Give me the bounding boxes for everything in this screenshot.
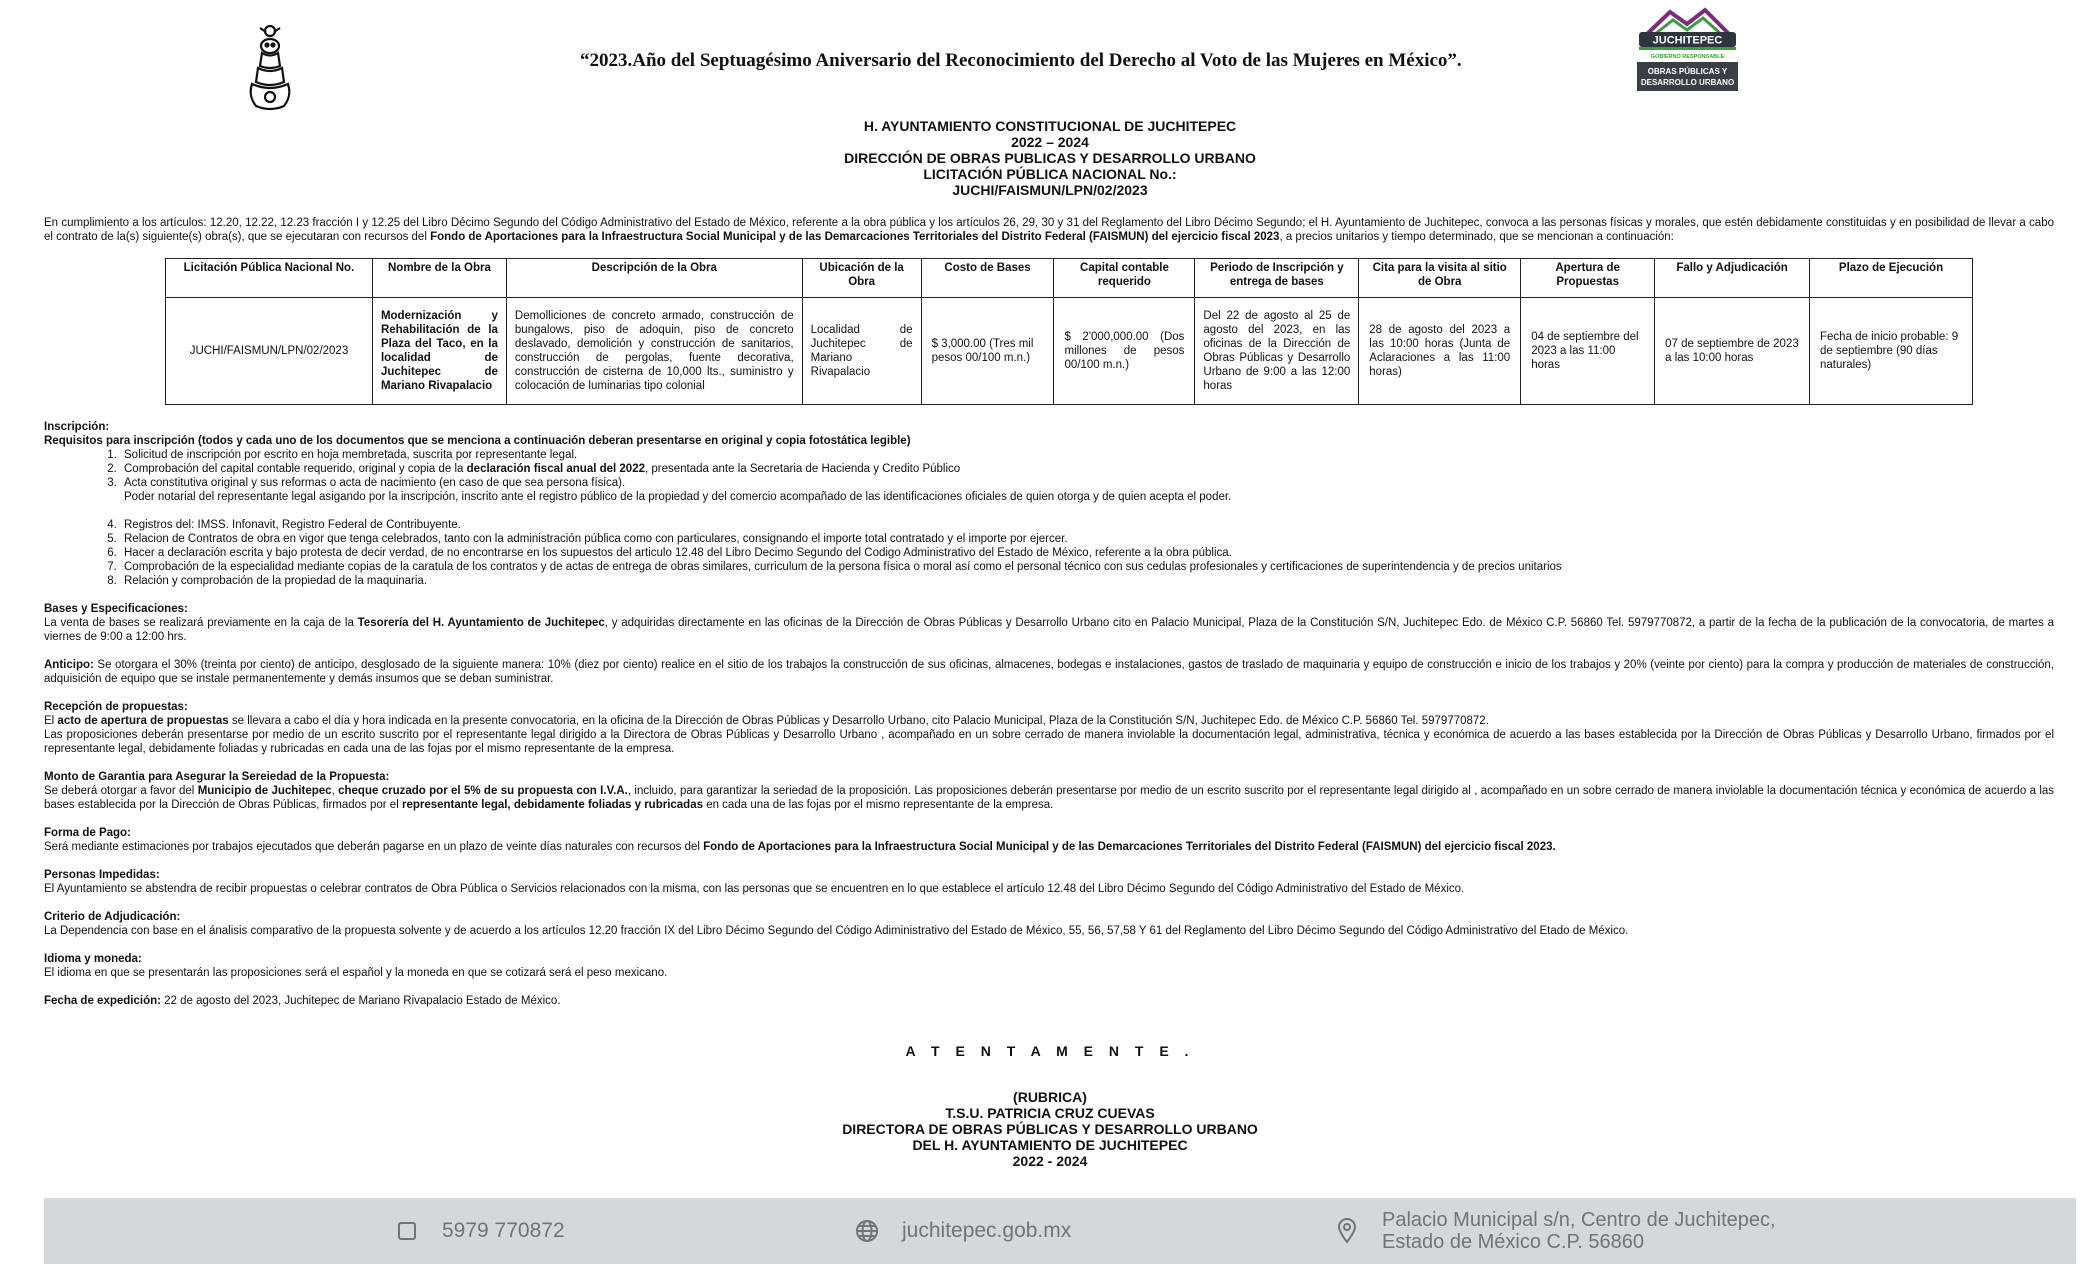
section-text <box>44 784 2054 812</box>
col-header: Nombre de la Obra <box>372 259 506 298</box>
section-text: Se otorgara el 30% (treinta por ciento) de anticipo, desglosado de la siguiente manera: 10% (diez por ciento) realice en el sitio de los trabajos la construcción de sus oficinas, almacenes, bodegas e instalaciones, gastos de traslado de maquinaria y equipo de construcción e inicio de los trabajos y 20% (veinte por ciento) para la compra y producción de materiales de construcción, adquisición de equipo que se instale permanentemente y demás insumos que se deban suministrar. <box>44 659 2054 685</box>
cell-tender-number: JUCHI/FAISMUN/LPN/02/2023 <box>166 298 373 405</box>
municipal-glyph-logo <box>240 22 300 112</box>
list-item: 1. Solicitud de inscripción por escrito en hoja membretada, suscrita por representante legal. <box>120 448 2054 462</box>
list-item: 6. Hacer a declaración escrita y bajo protesta de decir verdad, de no encontrarse en los supuestos del articulo 12.48 del Libro Decimo Segundo del Codigo Administrativo del Estado de México, referente a la obra pública. <box>120 546 2054 560</box>
signer-role-1: DIRECTORA DE OBRAS PÚBLICAS Y DESARROLLO URBANO <box>842 1121 1258 1137</box>
section-title: Criterio de Adjudicación: <box>44 911 181 923</box>
logo-dept-line2: DESARROLLO URBANO <box>1640 78 1735 87</box>
bold-text: cheque cruzado por el 5% de su propuesta con I.V.A. <box>338 785 628 797</box>
cell-location: Localidad de Juchitepec de Mariano Rivapalacio <box>802 298 921 405</box>
address-text <box>1382 1209 1776 1253</box>
text: en cada una de las fojas por el mismo representante de la empresa. <box>703 799 1054 811</box>
table-row <box>166 298 1973 405</box>
section-text <box>44 840 2054 854</box>
cell-work-description: Demolliciones de concreto armado, construcción de bungalows, piso de adoquin, piso de concreto deslavado, demolición y construcción de sanitarios, construcción de pergolas, fuente decorativa, construcción de cisterna de 10,000 lts., suministro y colocación de luminarias tipo colonial <box>506 298 802 405</box>
cell-award: 07 de septiembre de 2023 a las 10:00 horas <box>1655 298 1810 405</box>
section-bases <box>44 602 2054 644</box>
col-header: Periodo de Inscripción y entrega de bases <box>1195 259 1359 298</box>
intro-fund-name: Fondo de Aportaciones para la Infraestructura Social Municipal y de las Demarcaciones Territoriales del Distrito Federal (FAISMUN) del ejercicio fiscal 2023 <box>430 231 1280 243</box>
cell-proposal-opening: 04 de septiembre del 2023 a las 11:00 horas <box>1521 298 1655 405</box>
section-title: Recepción de propuestas: <box>44 701 188 713</box>
signer-role-2: DEL H. AYUNTAMIENTO DE JUCHITEPEC <box>912 1137 1188 1153</box>
section-text <box>44 714 2054 728</box>
section-text: El idioma en que se presentarán las proposiciones será el español y la moneda en que se cotizará será el peso mexicano. <box>44 967 668 979</box>
bold-text: acto de apertura de propuestas <box>57 715 229 727</box>
text: , y adquiridas directamente en las oficinas de la Dirección de Obras Públicas y Desarrollo Urbano cito en Palacio Municipal, Plaza de la Constitución S/N, Juchitepec Edo. de México C.P. 56860 Tel. 5979770872, a partir de la fecha de la publicación de la convocatoria, de martes a viernes de 9:00 a 12:00 hrs. <box>44 617 2054 643</box>
section-anticipo <box>44 658 2054 686</box>
list-item-text: Comprobación del capital contable requerido, original y copia de la <box>124 463 467 475</box>
col-header: Capital contable requerido <box>1054 259 1195 298</box>
table-header-row <box>166 259 1973 298</box>
cell-bases-cost: $ 3,000.00 (Tres mil pesos 00/100 m.n.) <box>921 298 1054 405</box>
intro-text-1: En cumplimiento a los artículos: 12.20, 12.22, 12.23 fracción I y 12.25 del Libro Décimo Segundo del Código Administrativo del Estado de México, referente a la obra pública y los artículos 26, 29, 30 y 31 del Reglamento del Libro Décimo Segundo; el H. Ayuntamiento de Juchitepec, convoca a las personas físicas y morales, que estén debidamente constituidas y en posibilidad de llevar a cabo el contrato de la(s) siguiente(s) obra(s), que se ejecutaran con recursos del <box>44 217 2054 243</box>
col-header: Descripción de la Obra <box>506 259 802 298</box>
section-criterio <box>44 910 2054 938</box>
signature-block <box>0 1043 2100 1169</box>
location-pin-icon <box>1334 1218 1360 1244</box>
text: El <box>44 715 58 727</box>
section-title: Bases y Especificaciones: <box>44 603 188 615</box>
section-inscripcion <box>44 420 2054 588</box>
section-recepcion <box>44 700 2054 756</box>
header-line-2: 2022 – 2024 <box>1011 134 1089 150</box>
rubrica: (RUBRICA) <box>1013 1089 1087 1105</box>
address-line-1: Palacio Municipal s/n, Centro de Juchitepec, <box>1382 1209 1776 1231</box>
section-text <box>44 616 2054 644</box>
text: , incluido, para garantizar la seriedad de la proposición. Las proposiciones deberán presentarse por medio de un escrito suscrito por el representante legal dirigido al , acompañado en un sobre cerrado de manera inviolable la documentación técnica y económica de acuerdo a las bases establecida por la Dirección de Obras Públicas, firmados por el <box>44 785 2055 811</box>
section-expedicion <box>44 994 2054 1008</box>
globe-icon <box>854 1218 880 1244</box>
section-pago <box>44 826 2054 854</box>
text: Será mediante estimaciones por trabajos ejecutados que deberán pagarse en un plazo de veinte días naturales con recursos del <box>44 841 704 853</box>
list-item: 8. Relación y comprobación de la propiedad de la maquinaria. <box>120 574 2054 588</box>
requirements-list <box>44 448 2054 588</box>
col-header: Cita para la visita al sitio de Obra <box>1359 259 1521 298</box>
list-item: 7. Comprobación de la especialidad mediante copias de la caratula de los contratos y de actas de entrega de obras similares, curriculum de la persona física o moral así como el personal técnico con sus cedulas profesionales y certificaciones de superintendencia y de precios unitarios <box>120 560 2054 574</box>
footer-address <box>1334 1209 1776 1253</box>
section-idioma <box>44 952 2054 980</box>
cell-site-visit: 28 de agosto del 2023 a las 10:00 horas (Junta de Aclaraciones a las 11:00 horas) <box>1359 298 1521 405</box>
col-header: Licitación Pública Nacional No. <box>166 259 373 298</box>
col-header: Plazo de Ejecución <box>1810 259 1973 298</box>
signer-period: 2022 - 2024 <box>1012 1153 1088 1169</box>
section-text: Las proposiciones deberán presentarse por medio de un escrito suscrito por el representante legal dirigido a la Directora de Obras Públicas y Desarrollo Urbano , acompañado en un sobre cerrado de manera inviolable la documentación legal, administrativa, técnica y económica de acuerdo a las bases establecida por la Dirección de Obras Públicas y Desarrollo Urbano, firmados por el representante legal, debidamente foliadas y rubricadas en cada una de las fojas por el mismo representante de la empresa. <box>44 729 2054 755</box>
section-garantia <box>44 770 2054 812</box>
cell-capital: $ 2'000,000.00 (Dos millones de pesos 00/100 m.n.) <box>1054 298 1195 405</box>
bold-text: representante legal, debidamente foliadas y rubricadas <box>401 799 703 811</box>
header-line-1: H. AYUNTAMIENTO CONSTITUCIONAL DE JUCHITEPEC <box>863 118 1237 134</box>
section-title: Fecha de expedición: <box>44 995 161 1007</box>
intro-paragraph <box>44 216 2054 244</box>
col-header: Costo de Bases <box>921 259 1054 298</box>
bold-text: Municipio de Juchitepec <box>197 785 332 797</box>
document-header <box>0 118 2100 198</box>
list-item <box>120 462 2054 476</box>
col-header: Fallo y Adjudicación <box>1655 259 1810 298</box>
header-line-3: DIRECCIÓN DE OBRAS PUBLICAS Y DESARROLLO URBANO <box>844 150 1256 166</box>
section-text: La Dependencia con base en el ánalisis comparativo de la propuesta solvente y de acuerdo a los artículos 12.20 fracción IX del Libro Décimo Segundo del Código Adiministrativo del Estado de México, 55, 56, 57,58 Y 61 del Reglamento del Libro Décimo Segundo del Código Administrativo del Etado de México. <box>44 925 1629 937</box>
logo-dept-line1: OBRAS PÚBLICAS Y <box>1647 67 1728 76</box>
document-body <box>44 420 2054 1022</box>
cell-registration-period: Del 22 de agosto al 25 de agosto del 2023, en las oficinas de la Dirección de Obras Públicas y Desarrollo Urbano de 9:00 a las 12:00 horas <box>1195 298 1359 405</box>
list-item-text: 3. Acta constitutiva original y sus reformas o acta de nacimiento (en caso de que sea persona física). <box>124 477 626 489</box>
list-item-bold: declaración fiscal anual del 2022 <box>466 463 645 475</box>
list-item: 4. Registros del: IMSS. Infonavit, Registro Federal de Contribuyente. <box>120 518 2054 532</box>
section-text: 22 de agosto del 2023, Juchitepec de Mariano Rivapalacio Estado de México. <box>160 995 561 1007</box>
section-title: Monto de Garantia para Asegurar la Sereiedad de la Propuesta: <box>44 771 390 783</box>
tender-table <box>165 258 1973 405</box>
header-line-5: JUCHI/FAISMUN/LPN/02/2023 <box>952 182 1148 198</box>
footer-band <box>44 1198 2076 1264</box>
section-title: Personas Impedidas: <box>44 869 160 881</box>
footer-web <box>854 1218 1071 1244</box>
text: se llevara a cabo el día y hora indicada en la presente convocatoria, en la oficina de la Dirección de Obras Públicas y Desarrollo Urbano, cito Palacio Municipal, Plaza de la Constitución S/N, Juchitepec Edo. de México C.P. 56860 Tel. 5979770872. <box>228 715 1489 727</box>
cell-execution-term: Fecha de inicio probable: 9 de septiembre (90 días naturales) <box>1810 298 1973 405</box>
section-title: Anticipo: <box>44 659 94 671</box>
footer-phone <box>394 1218 565 1244</box>
atentamente: A T E N T A M E N T E . <box>905 1043 1195 1059</box>
section-subtitle: Requisitos para inscripción (todos y cada uno de los documentos que se menciona a continuación deberan presentarse en original y copia fotostática legible) <box>44 435 911 447</box>
text: Se deberá otorgar a favor del <box>44 785 198 797</box>
header-line-4: LICITACIÓN PÚBLICA NACIONAL No.: <box>923 166 1177 182</box>
section-text: El Ayuntamiento se abstendra de recibir propuestas o celebrar contratos de Obra Pública o Servicios relacionados con la misma, con las personas que se encuentren en lo que establece el artículo 12.48 del Libro Décimo Segundo del Código Administrativo del Estado de México. <box>44 883 1465 895</box>
col-header: Ubicación de la Obra <box>802 259 921 298</box>
logo-tag: GOBIERNO RESPONSABLE <box>1650 54 1725 60</box>
intro-text-2: , a precios unitarios y tiempo determinado, que se mencionan a continuación: <box>1279 231 1674 243</box>
list-item <box>120 476 2054 504</box>
list-item: 5. Relacion de Contratos de obra en vigor que tenga celebrados, tanto con la administración pública como con particulares, consignando el importe total contratado y el importe por ejercer. <box>120 532 2054 546</box>
cell-work-name: Modernización y Rehabilitación de la Plaza del Taco, en la localidad de Juchitepec de Mariano Rivapalacio <box>372 298 506 405</box>
col-header: Apertura de Propuestas <box>1521 259 1655 298</box>
section-impedidas <box>44 868 2054 896</box>
year-motto: “2023.Año del Septuagésimo Aniversario del Reconocimiento del Derecho al Voto de las Mujeres en México”. <box>580 50 1462 71</box>
signer-name: T.S.U. PATRICIA CRUZ CUEVAS <box>945 1105 1155 1121</box>
section-title: Inscripción: <box>44 421 110 433</box>
section-title: Forma de Pago: <box>44 827 131 839</box>
address-line-2: Estado de México C.P. 56860 <box>1382 1231 1645 1253</box>
phone-icon <box>394 1218 420 1244</box>
bold-text: Fondo de Aportaciones para la Infraestructura Social Municipal y de las Demarcaciones Territoriales del Distrito Federal (FAISMUN) del ejercicio fiscal 2023. <box>703 841 1556 853</box>
text: La venta de bases se realizará previamente en la caja de la <box>44 617 358 629</box>
bold-text: Tesorería del H. Ayuntamiento de Juchitepec <box>357 617 605 629</box>
website-link[interactable]: juchitepec.gob.mx <box>902 1219 1072 1242</box>
text: , <box>331 785 339 797</box>
list-item-text: Poder notarial del representante legal asigando por la inscripción, inscrito ante el registro público de la propiedad y del comercio acompañado de las identificaciones oficiales de quien otorga y de quien acepta el poder. <box>124 491 1232 503</box>
list-item-text: , presentada ante la Secretaria de Hacienda y Credito Público <box>645 463 961 475</box>
logo-name: JUCHITEPEC <box>1652 34 1723 47</box>
juchitepec-obras-publicas-logo <box>1625 6 1750 93</box>
section-title: Idioma y moneda: <box>44 953 142 965</box>
phone-number: 5979 770872 <box>442 1219 565 1242</box>
